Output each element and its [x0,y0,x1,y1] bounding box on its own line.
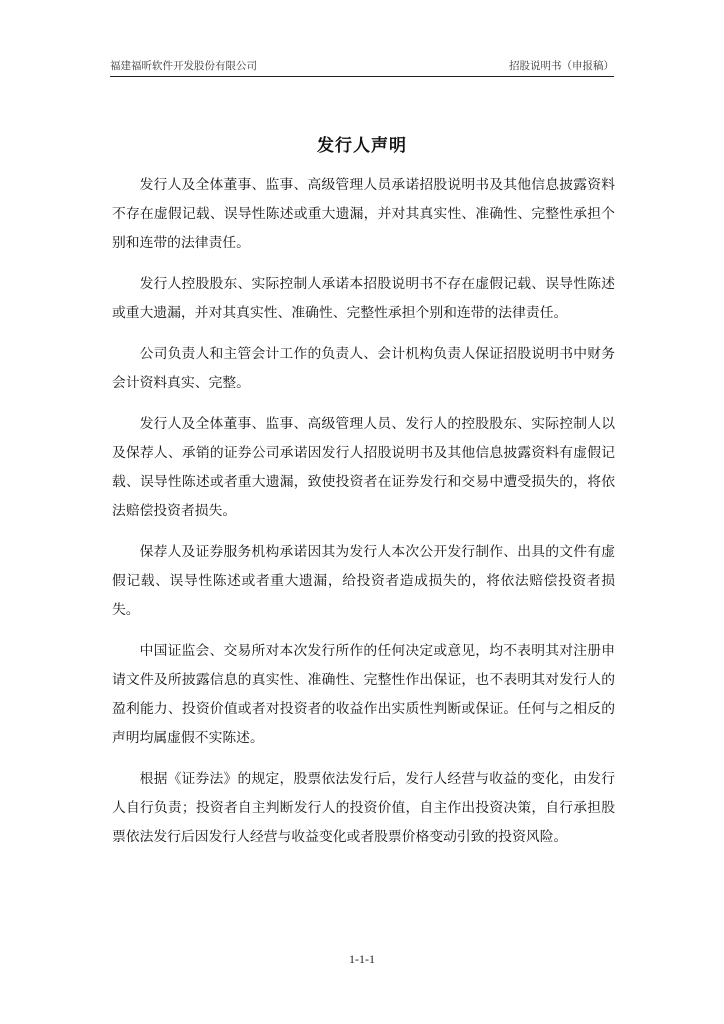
header-company-name: 福建福昕软件开发股份有限公司 [110,60,257,72]
declaration-body [112,171,615,864]
paragraph-1: 发行人及全体董事、监事、高级管理人员承诺招股说明书及其他信息披露资料不存在虚假记载、误导性陈述或重大遗漏，并对其真实性、准确性、完整性承担个别和连带的法律责任。 [112,177,615,251]
paragraph-4: 发行人及全体董事、监事、高级管理人员、发行人的控股股东、实际控制人以及保荐人、承销的证券公司承诺因发行人招股说明书及其他信息披露资料有虚假记载、误导性陈述或者重大遗漏，致使投资者在证券发行和交易中遭受损失的，将依法赔偿投资者损失。 [112,416,615,519]
paragraph-3: 公司负责人和主管会计工作的负责人、会计机构负责人保证招股说明书中财务会计资料真实、完整。 [112,346,615,391]
paragraph-5: 保荐人及证券服务机构承诺因其为发行人本次公开发行制作、出具的文件有虚假记载、误导性陈述或者重大遗漏，给投资者造成损失的，将依法赔偿投资者损失。 [112,544,615,618]
page-header [110,58,614,76]
page-title: 发行人声明 [317,136,407,156]
header-divider [110,76,614,77]
paragraph-6: 中国证监会、交易所对本次发行所作的任何决定或意见，均不表明其对注册申请文件及所披露信息的真实性、准确性、完整性作出保证，也不表明其对发行人的盈利能力、投资价值或者对投资者的收益作出实质性判断或保证。任何与之相反的声明均属虚假不实陈述。 [112,643,615,746]
page-number: 1-1-1 [349,952,375,966]
header-document-type: 招股说明书（申报稿） [509,60,614,72]
paragraph-2: 发行人控股股东、实际控制人承诺本招股说明书不存在虚假记载、误导性陈述或重大遗漏，并对其真实性、准确性、完整性承担个别和连带的法律责任。 [112,276,615,321]
paragraph-7: 根据《证券法》的规定，股票依法发行后，发行人经营与收益的变化，由发行人自行负责；投资者自主判断发行人的投资价值，自主作出投资决策，自行承担股票依法发行后因发行人经营与收益变化或者股票价格变动引致的投资风险。 [112,771,615,845]
